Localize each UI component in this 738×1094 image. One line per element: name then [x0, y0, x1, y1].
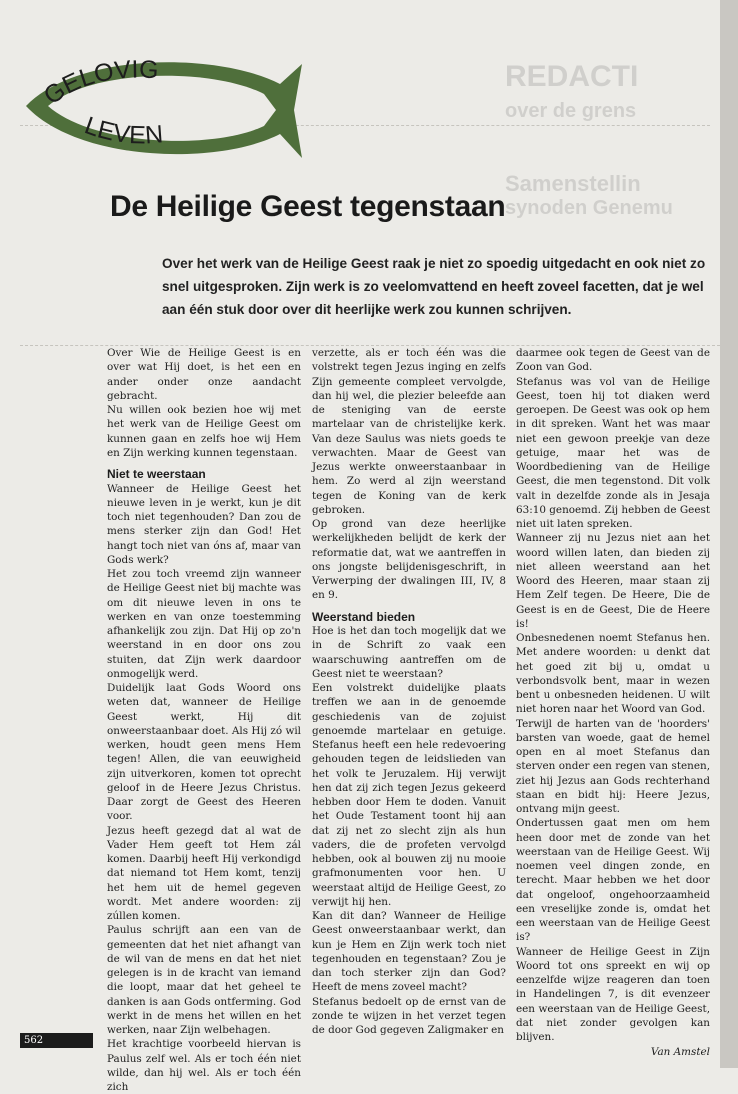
paragraph: Nu willen ook bezien hoe wij met het werk van de Heilige Geest om kunnen gaan en zelfs hoe wij Hem en Zijn werking kunnen tegenstaan.: [107, 404, 301, 459]
author-signature: Van Amstel: [650, 1046, 710, 1059]
paragraph: Duidelijk laat Gods Woord ons weten dat, wanneer de Heilige Geest werkt, Hij dit onweerstaanbaar doet. Als Hij zó wil werken, houdt geen mens Hem tegen! Allen, die van eeuwigheid zijn uitverkoren, komen tot oprecht geloof in de Heere Jezus Christus. Daar zorgt de Geest des Heeren voor.: [107, 682, 301, 823]
paragraph: Wanneer zij nu Jezus niet aan het woord willen laten, dan bieden zij niet alleen weerstand aan het Woord des Heeren, maar staan zij Hem Zelf tegen. De Heere, Die de Geest is en de Geest, Die de Heere is!: [516, 532, 710, 630]
paragraph: Op grond van deze heerlijke werkelijkheden belijdt de kerk der reformatie dat, wat we aantreffen in ons jongste belijdenisgeschrift, in Verwerping der dwalingen III, IV, 8 en 9.: [312, 518, 506, 602]
paragraph: Een volstrekt duidelijke plaats treffen we aan in de genoemde geschiedenis van de zojuist genoemde martelaar en getuige. Stefanus heeft een hele redevoering gehouden tegen de leidslieden van het volk te Jeruzalem. Hij verwijt hen dat zij zich tegen Jezus gekeerd hebben door Hem te doden. Vanuit het Oude Testament toont hij aan dat zij net zo slecht zijn als hun vaders, die de profeten vervolgd hebben, ook al bouwen zij nu mooie grafmonumenten voor hen. U weerstaat altijd de Heilige Geest, zo verwijt hij hen.: [312, 682, 506, 908]
article-title: De Heilige Geest tegenstaan: [110, 190, 506, 223]
section-heading: Niet te weerstaan: [107, 467, 206, 481]
paragraph: Stefanus bedoelt op de ernst van de zonde te wijzen in het verzet tegen de door God gegeven Zaligmaker en: [312, 995, 506, 1036]
paragraph: Het zou toch vreemd zijn wanneer de Heilige Geest niet bij machte was om dit nieuwe leven in ons te werken en van onze toestemming afhankelijk zou zijn. Dat Hij op zo'n weerstand in en door ons zou stuiten, dat Zijn werk daardoor onmogelijk werd.: [107, 568, 301, 680]
article-lead: Over het werk van de Heilige Geest raak je niet zo spoedig uitgedacht en ook niet zo snel uitgesproken. Zijn werk is zo veelomvattend en heeft zoveel facetten, dat je wel aan één stuk door over dit heerlijke werk zou kunnen schrijven.: [162, 256, 706, 317]
adjacent-page-edge: [720, 0, 738, 1068]
fish-logo-icon: [18, 54, 308, 166]
page-number: 562: [20, 1033, 93, 1048]
logo-word-top: GELOVIG: [38, 55, 160, 111]
paragraph: Over Wie de Heilige Geest is en over wat Hij doet, is het een en ander onder onze aandacht gebracht.: [107, 347, 301, 402]
paragraph: Ondertussen gaat men om hem heen door met de zonde van het weerstaan van de Heilige Geest. Wij noemen veel dingen zonde, en terecht. Maar hebben we het door dat ongeloof, ongehoorzaamheid een vreselijke zonde is, omdat het een weerstaan van de Heilige Geest is?: [516, 817, 710, 944]
paragraph: Paulus schrijft aan een van de gemeenten dat het niet afhangt van de wil van de mens en dat het niet gelegen is in de kracht van iemand die loopt, maar dat het geheel te danken is aan Gods ontferming. God werkt in de mens het willen en het werken, naar Zijn welbehagen.: [107, 924, 301, 1036]
paragraph: Jezus heeft gezegd dat al wat de Vader Hem geeft tot Hem zál komen. Daarbij heeft Hij verkondigd dat niemand tot Hem komt, tenzij het hem uit de hemel gegeven wordt. Met andere woorden: zij zúllen komen.: [107, 824, 301, 922]
text-column-2: [312, 346, 506, 1037]
paragraph: verzette, als er toch één was die volstrekt tegen Jezus inging en zelfs Zijn gemeente compleet vervolgde, dan hij wel, die plezier beleefde aan de steniging van de eerste martelaar van de christelijke kerk. Van deze Saulus was niets goeds te verwachten. Maar de Geest van Jezus werkte onweerstaanbaar in hem. Zo werd al zijn weerstand tegen de Koning van de kerk gebroken.: [312, 347, 506, 516]
paragraph: Hoe is het dan toch mogelijk dat we in de Schrift zo vaak een waarschuwing aantreffen om de Geest niet te weerstaan?: [312, 625, 506, 680]
paragraph: Wanneer de Heilige Geest het nieuwe leven in je werkt, kun je dit toch niet tegenhouden? Dan zou de mens sterker zijn dan God! Het hangt toch niet van óns af, maar van Gods werk?: [107, 482, 301, 566]
paragraph: Onbesnedenen noemt Stefanus hen. Met andere woorden: u denkt dat het goed zit bij u, omdat u verbondsvolk bent, maar in wezen bent u onbesneden heidenen. U wilt niet horen naar het Woord van God.: [516, 632, 710, 716]
bleed-through-text: REDACTI over de grens Samenstellin synoden Genemu: [505, 60, 673, 219]
logo-word-bottom: LEVEN: [81, 111, 165, 150]
text-column-3: [516, 346, 710, 1060]
section-heading: Weerstand bieden: [312, 609, 416, 624]
paragraph: daarmee ook tegen de Geest van de Zoon van God.: [516, 347, 710, 374]
text-column-1: [107, 346, 301, 1094]
paragraph: Het krachtige voorbeeld hiervan is Paulus zelf wel. Als er toch één niet wilde, dan hij wel. Als er toch één zich: [107, 1038, 301, 1093]
paragraph: Terwijl de harten van de 'hoorders' barsten van woede, gaat de hemel open en al moet Stefanus dan sterven onder een regen van stenen, ziet hij Jezus aan Gods rechterhand staan en bidt hij: Heere Jezus, ontvang mijn geest.: [516, 717, 710, 815]
paragraph: Wanneer de Heilige Geest in Zijn Woord tot ons spreekt en wij op eenzelfde wijze reageren dan toen in Handelingen 7, is dit evenzeer een weerstaan van de Heilige Geest, dat niet zonder gevolgen kan blijven.: [516, 945, 710, 1043]
paragraph: Kan dit dan? Wanneer de Heilige Geest onweerstaanbaar werkt, dan kun je Hem en Zijn werk toch niet tegenhouden en tegenstaan? Zou je dan toch sterker zijn dan God? Heeft de mens zoveel macht?: [312, 910, 506, 994]
paragraph: Stefanus was vol van de Heilige Geest, toen hij tot diaken werd geroepen. De Geest was ook op hem in dit spreken. Want het was maar niet een gewoon preekje van deze getuige, maar het was de Woordbediening van de Heilige Geest, die men tegenstond. Dit volk valt in dezelfde zonde als in Jesaja 63:10 genoemd. Zij hebben de Geest niet uit laten spreken.: [516, 375, 710, 530]
